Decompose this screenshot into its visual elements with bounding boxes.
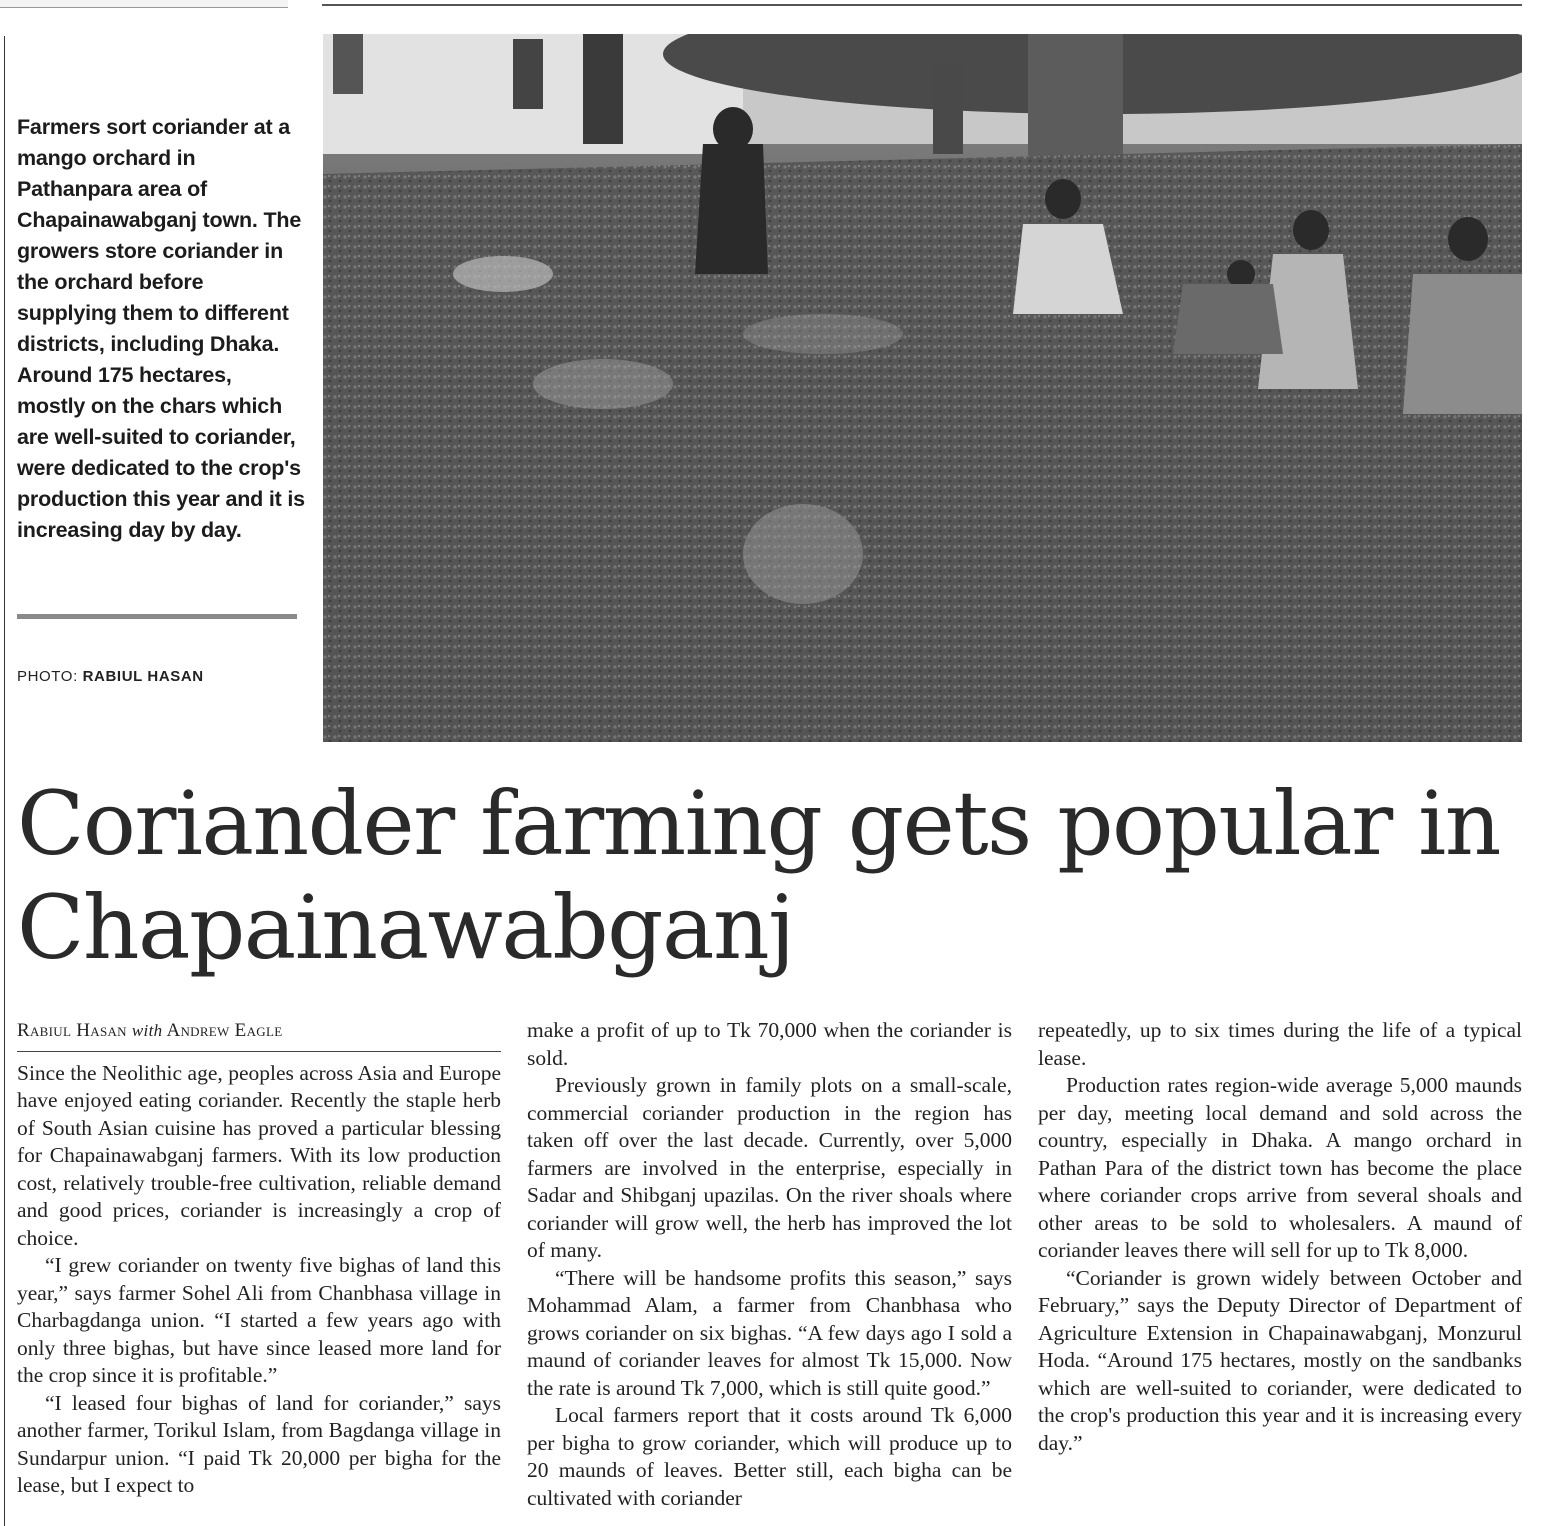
- byline-coauthor: Andrew Eagle: [166, 1020, 283, 1041]
- article-photo: [323, 34, 1522, 742]
- caption-text: Farmers sort coriander at a mango orchard in Pathanpara area of Chapainawabganj town. The growers store coriander in the orchard before supplying them to different districts, including Dhaka. Around 175 hectares, mostly on the chars which are well-suited to coriander, were dedicated to the crop's production this year and it is increasing day by day.: [17, 115, 305, 542]
- left-border: [4, 36, 5, 1526]
- paragraph: “I leased four bighas of land for coriander,” says another farmer, Torikul Islam, from Bagdanga village in Sundarpur union. “I paid Tk 20,000 per bigha for the lease, but I expect to: [17, 1390, 501, 1497]
- paragraph: Local farmers report that it costs around Tk 6,000 per bigha to grow coriander, which will produce up to 20 maunds of leaves. Better still, each bigha can be cultivated with coriander: [527, 1403, 1012, 1510]
- article-headline: Coriander farming gets popular in Chapainawabganj: [17, 772, 1500, 979]
- paragraph: repeatedly, up to six times during the life of a typical lease.: [1038, 1018, 1522, 1070]
- previous-page-fragment: [0, 0, 288, 8]
- article-column-3: [1038, 1017, 1522, 1457]
- paragraph: make a profit of up to Tk 70,000 when the coriander is sold.: [527, 1018, 1012, 1070]
- byline: [17, 1017, 501, 1052]
- article-column-2: [527, 1017, 1012, 1512]
- top-divider: [322, 4, 1522, 6]
- caption-divider: [17, 614, 297, 619]
- photo-credit-label: PHOTO:: [17, 668, 78, 685]
- byline-author: Rabiul Hasan: [17, 1020, 127, 1041]
- photo-credit: [17, 668, 204, 685]
- photo-caption: [17, 112, 305, 546]
- paragraph: “I grew coriander on twenty five bighas of land this year,” says farmer Sohel Ali from Chanbhasa village in Charbagdanga union. “I started a few years ago with only three bighas, but have since leased more land for the crop since it is profitable.”: [17, 1253, 501, 1387]
- paragraph: Since the Neolithic age, peoples across Asia and Europe have enjoyed eating coriander. Recently the staple herb of South Asian cuisine has proved a particular blessing for Chapainawabganj farmers. With its low production cost, relatively trouble-free cultivation, reliable demand and good prices, coriander is increasingly a crop of choice.: [17, 1060, 501, 1250]
- photo-credit-name: RABIUL HASAN: [82, 668, 204, 685]
- paragraph: “There will be handsome profits this season,” says Mohammad Alam, a farmer from Chanbhasa who grows coriander on six bighas. “A few days ago I sold a maund of coriander leaves for almost Tk 15,000. Now the rate is around Tk 7,000, which is still quite good.”: [527, 1265, 1012, 1400]
- paragraph: “Coriander is grown widely between October and February,” says the Deputy Director of Department of Agriculture Extension in Chapainawabganj, Monzurul Hoda. “Around 175 hectares, mostly on the sandbanks which are well-suited to coriander, were dedicated to the crop's production this year and it is increasing every day.”: [1038, 1265, 1522, 1455]
- article-column-1: [17, 1017, 501, 1500]
- byline-joiner: with: [131, 1021, 163, 1040]
- paragraph: Previously grown in family plots on a small-scale, commercial coriander production in the region has taken off over the last decade. Currently, over 5,000 farmers are involved in the enterprise, especially in Sadar and Shibganj upazilas. On the river shoals where coriander will grow well, the herb has improved the lot of many.: [527, 1073, 1012, 1262]
- paragraph: Production rates region-wide average 5,000 maunds per day, meeting local demand and sold across the country, especially in Dhaka. A mango orchard in Pathan Para of the district town has become the place where coriander crops arrive from several shoals and other areas to be sold to wholesalers. A maund of coriander leaves there will sell for up to Tk 8,000.: [1038, 1073, 1522, 1262]
